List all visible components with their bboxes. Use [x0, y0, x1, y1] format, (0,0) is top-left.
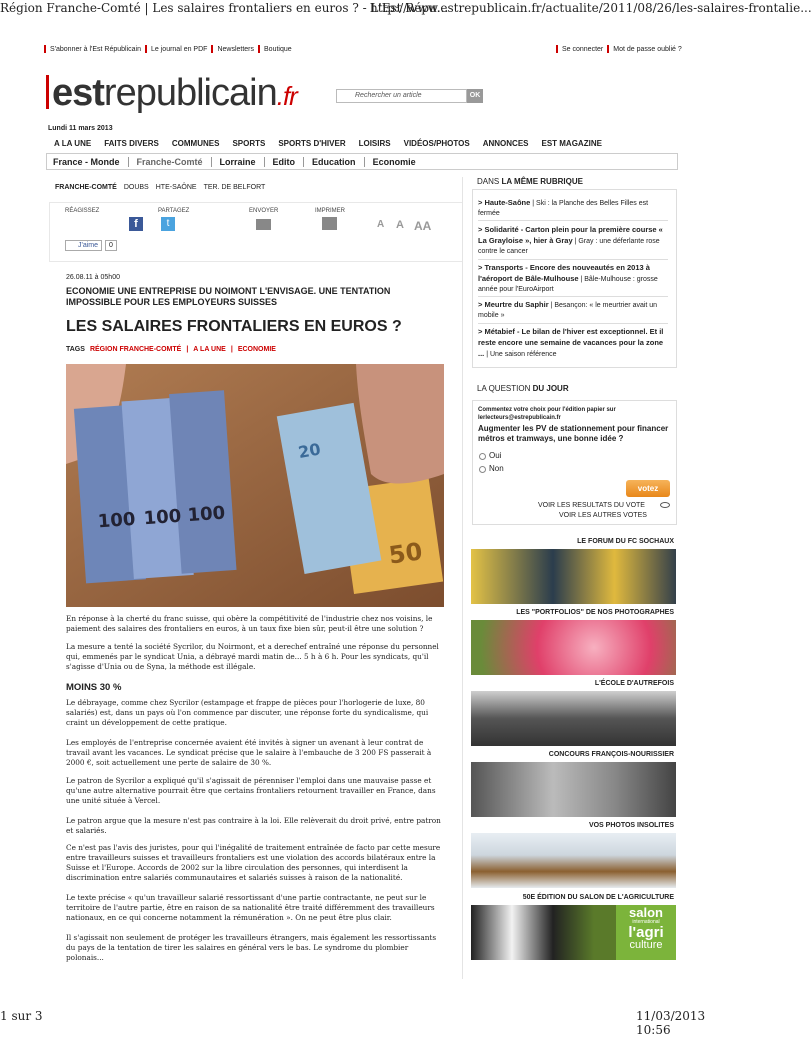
nav-faits-divers[interactable]: FAITS DIVERS [104, 139, 159, 148]
column-divider [462, 177, 463, 979]
crumb-hte-saone[interactable]: HTE-SAÔNE [155, 184, 197, 191]
promo-image-concours[interactable] [471, 762, 676, 817]
font-size-decrease[interactable]: A [377, 219, 385, 230]
poll-radio-non[interactable] [479, 466, 486, 473]
twitter-icon[interactable]: t [161, 217, 175, 231]
nav-sports-hiver[interactable]: SPORTS D'HIVER [278, 139, 346, 148]
article-paragraph: Le texte précise « qu'un travailleur salarié ressortissant d'une partie contractante, ne peut sur le territoire de l'autre partie, être en raison de sa nationalité être traité différemment des travailleurs nationaux, en ce qui concerne notamment la rémunération ». On ne peut être plus clair. [66, 893, 435, 922]
link-pdf[interactable]: Le journal en PDF [151, 45, 208, 53]
crumb-belfort[interactable]: TER. DE BELFORT [203, 184, 266, 191]
subnav-lorraine[interactable]: Lorraine [219, 156, 256, 167]
breadcrumb [55, 184, 265, 191]
poll-option-non: Non [489, 464, 504, 473]
promo-image-salon-agriculture[interactable] [471, 905, 676, 960]
article-paragraph: Les employés de l'entreprise concernée avaient été invités à signer un avenant à leur contrat de travail avant les vacances. Le syndicat précise que le salaire à l'embauche de 3 200 FS passerait à 2000 €, soit actuellement une perte de salaire de 30 %. [66, 738, 432, 767]
promo-title[interactable]: VOS PHOTOS INSOLITES [588, 822, 674, 829]
promo-image-fc-sochaux[interactable] [471, 549, 676, 604]
rubrique-item[interactable]: > Transports - Encore des nouveautés en 2013 à l'aéroport de Bâle-Mulhouse | Bâle-Mulhouse : grosse année pour l'EuroAirport [478, 263, 658, 293]
site-logo[interactable]: estrepublicain.fr [46, 72, 297, 115]
salon-agriculture-logo: salon international l'agri culture [616, 905, 676, 960]
svg-text:100: 100 [97, 508, 137, 533]
article-paragraph: Ce n'est pas l'avis des juristes, pour qui l'inégalité de traitement entraînée de facto par cette mesure entre travailleurs suisses et travailleurs frontaliers est une violation des accords bilatéraux entre la Suisse et l'Europe. Accords de 2002 sur la libre circulation des personnes, qui interdisent la discrimination entre salariés communautaires et salariés suisses à raison de la nationalité. [66, 843, 441, 882]
search-input[interactable]: Rechercher un article [336, 89, 467, 103]
nav-communes[interactable]: COMMUNES [171, 139, 220, 148]
like-count: 0 [105, 240, 117, 251]
article-paragraph: Le patron de Sycrilor a expliqué qu'il s'agissait de pérenniser l'emploi dans une mauvaise passe et qu'une autre alternative pourrait être que certains frontaliers retournent travailler en France, dans une unité située à Vercel. [66, 776, 436, 805]
print-page-url: http://www.estrepublicain.fr/actualite/2011/08/26/les-salaires-frontalie... [370, 1, 812, 15]
subnav-education[interactable]: Education [312, 156, 356, 167]
promo-title[interactable]: LE FORUM DU FC SOCHAUX [577, 538, 674, 545]
article-date: 26.08.11 à 05h00 [66, 274, 120, 281]
send-label: ENVOYER [249, 208, 279, 214]
promo-title[interactable]: L'ÉCOLE D'AUTREFOIS [594, 680, 674, 687]
font-size-default[interactable]: A [396, 219, 404, 231]
svg-text:20: 20 [296, 439, 322, 463]
rubrique-item[interactable]: > Meurtre du Saphir | Besançon: « le meurtrier avait un mobile » [478, 300, 658, 319]
print-page-number: 1 sur 3 [0, 1009, 43, 1023]
print-label: IMPRIMER [315, 208, 345, 214]
subnav-franche-comte[interactable]: Franche-Comté [136, 156, 203, 167]
article-title: LES SALAIRES FRONTALIERS EN EUROS ? [66, 318, 402, 335]
link-shop[interactable]: Boutique [264, 45, 292, 53]
poll-option-oui: Oui [489, 451, 502, 460]
svg-text:100: 100 [142, 505, 182, 530]
article-kicker: ECONOMIE UNE ENTREPRISE DU NOIMONT L'ENVISAGE. UNE TENTATION IMPOSSIBLE POUR LES EMPLOYEURS SUISSES [66, 286, 391, 307]
article-subhead: MOINS 30 % [66, 682, 122, 693]
tag-region[interactable]: RÉGION FRANCHE-COMTÉ [89, 346, 182, 353]
article-paragraph: Le débrayage, comme chez Sycrilor (estampage et frappe de pièces pour l'horlogerie de luxe, 80 salariés) est, dans un pays où l'on commence par discuter, une réponse forte du syndicalisme, qui craint un développement de cette pratique. [66, 698, 429, 727]
font-size-increase[interactable]: AA [414, 219, 432, 233]
rubrique-item[interactable]: > Solidarité - Carton plein pour la première course « La Grayloise », hier à Gray | Gray : une déferlante rose contre le cancer [478, 225, 663, 255]
promo-title[interactable]: 50E ÉDITION DU SALON DE L'AGRICULTURE [522, 894, 674, 901]
print-datetime: 11/03/2013 10:56 [636, 1009, 706, 1037]
subnav-edito[interactable]: Edito [272, 156, 296, 167]
promo-image-ecole-autrefois[interactable] [471, 691, 676, 746]
share-label: PARTAGEZ [158, 208, 190, 214]
print-page-title: Région Franche-Comté | Les salaires frontaliers en euros ? - L'Est Répu... [0, 1, 449, 15]
rubrique-item[interactable]: > Métabief - Le bilan de l'hiver est exceptionnel. Et il reste encore une semaine de vacances pour la zone ... | Une saison référence [478, 327, 664, 358]
tag-a-la-une[interactable]: A LA UNE [193, 346, 226, 353]
poll-other-votes-link[interactable]: VOIR LES AUTRES VOTES [559, 512, 647, 519]
top-links [44, 45, 292, 53]
nav-sports[interactable]: SPORTS [232, 139, 266, 148]
poll-intro: Commentez votre choix pour l'édition papier sur lerlecteurs@estrepublicain.fr [478, 407, 616, 421]
article-paragraph: Il s'agissait non seulement de protéger les travailleurs étrangers, mais également les ressortissants du pays de la tentation de tirer les salaires en général vers le bas. Le syndrome du plombier polonais... [66, 933, 437, 962]
top-links-right [556, 45, 682, 53]
rubrique-heading: DANS LA MÊME RUBRIQUE [477, 177, 583, 186]
svg-text:100: 100 [186, 502, 226, 527]
eye-icon [660, 502, 670, 508]
printer-icon[interactable] [322, 217, 337, 230]
nav-videos-photos[interactable]: VIDÉOS/PHOTOS [403, 139, 470, 148]
rubrique-item[interactable]: > Haute-Saône | Ski : la Planche des Belles Filles est fermée [478, 198, 649, 217]
link-login[interactable]: Se connecter [562, 45, 604, 53]
promo-image-insolites[interactable] [471, 833, 676, 888]
link-forgot-password[interactable]: Mot de passe oublié ? [613, 45, 682, 53]
envelope-icon[interactable] [256, 219, 271, 230]
current-date: Lundi 11 mars 2013 [48, 125, 113, 132]
nav-annonces[interactable]: ANNONCES [482, 139, 529, 148]
facebook-icon[interactable]: f [129, 217, 143, 231]
crumb-franche-comte[interactable]: FRANCHE-COMTÉ [55, 184, 117, 191]
poll-question: Augmenter les PV de stationnement pour financer métros et tramways, une bonne idée ? [478, 424, 669, 443]
article-paragraph: Le patron argue que la mesure n'est pas contraire à la loi. Elle relèverait du droit privé, entre patron et salariés. [66, 816, 441, 835]
vote-button[interactable]: votez [626, 480, 670, 497]
tag-economie[interactable]: ECONOMIE [237, 346, 276, 353]
article-paragraph: La mesure a tenté la société Sycrilor, du Noirmont, et a derechef entraîné une réponse du personnel qui, emmenés par le syndicat Unia, a débrayé mardi matin de... 5 h à 6 h. Pour les syndicats, qu'il s'agisse d'Unia ou de Syna, la méthode est illégale. [66, 642, 439, 671]
poll-radio-oui[interactable] [479, 453, 486, 460]
poll-results-link[interactable]: VOIR LES RESULTATS DU VOTE [538, 502, 645, 509]
nav-loisirs[interactable]: LOISIRS [358, 139, 391, 148]
like-button[interactable]: J'aime [65, 240, 102, 251]
react-label: RÉAGISSEZ [65, 208, 100, 214]
tags-label: TAGS [66, 346, 85, 353]
search-button[interactable]: OK [467, 89, 483, 103]
crumb-doubs[interactable]: DOUBS [123, 184, 149, 191]
article-photo [66, 364, 444, 607]
link-subscribe[interactable]: S'abonner à l'Est Républicain [50, 45, 142, 53]
region-nav [46, 153, 678, 170]
article-tags: TAGS RÉGION FRANCHE-COMTÉ | A LA UNE | ECONOMIE [66, 346, 276, 353]
subnav-france-monde[interactable]: France - Monde [53, 156, 120, 167]
subnav-economie[interactable]: Economie [372, 156, 416, 167]
question-heading: LA QUESTION DU JOUR [477, 384, 569, 393]
promo-title[interactable]: LES "PORTFOLIOS" DE NOS PHOTOGRAPHES [516, 609, 674, 616]
nav-a-la-une[interactable]: A LA UNE [54, 139, 92, 148]
article-paragraph: En réponse à la cherté du franc suisse, qui obère la compétitivité de l'industrie chez nos voisins, le paiement des salaires des frontaliers en euros, à un taux fixe bien sûr, peut-il être une solution ? [66, 614, 433, 633]
promo-title[interactable]: CONCOURS FRANÇOIS-NOURISSIER [548, 751, 674, 758]
svg-text:50: 50 [387, 537, 425, 570]
link-newsletters[interactable]: Newsletters [217, 45, 255, 53]
promo-image-portfolios[interactable] [471, 620, 676, 675]
main-nav [54, 139, 602, 148]
nav-est-magazine[interactable]: EST MAGAZINE [541, 139, 602, 148]
